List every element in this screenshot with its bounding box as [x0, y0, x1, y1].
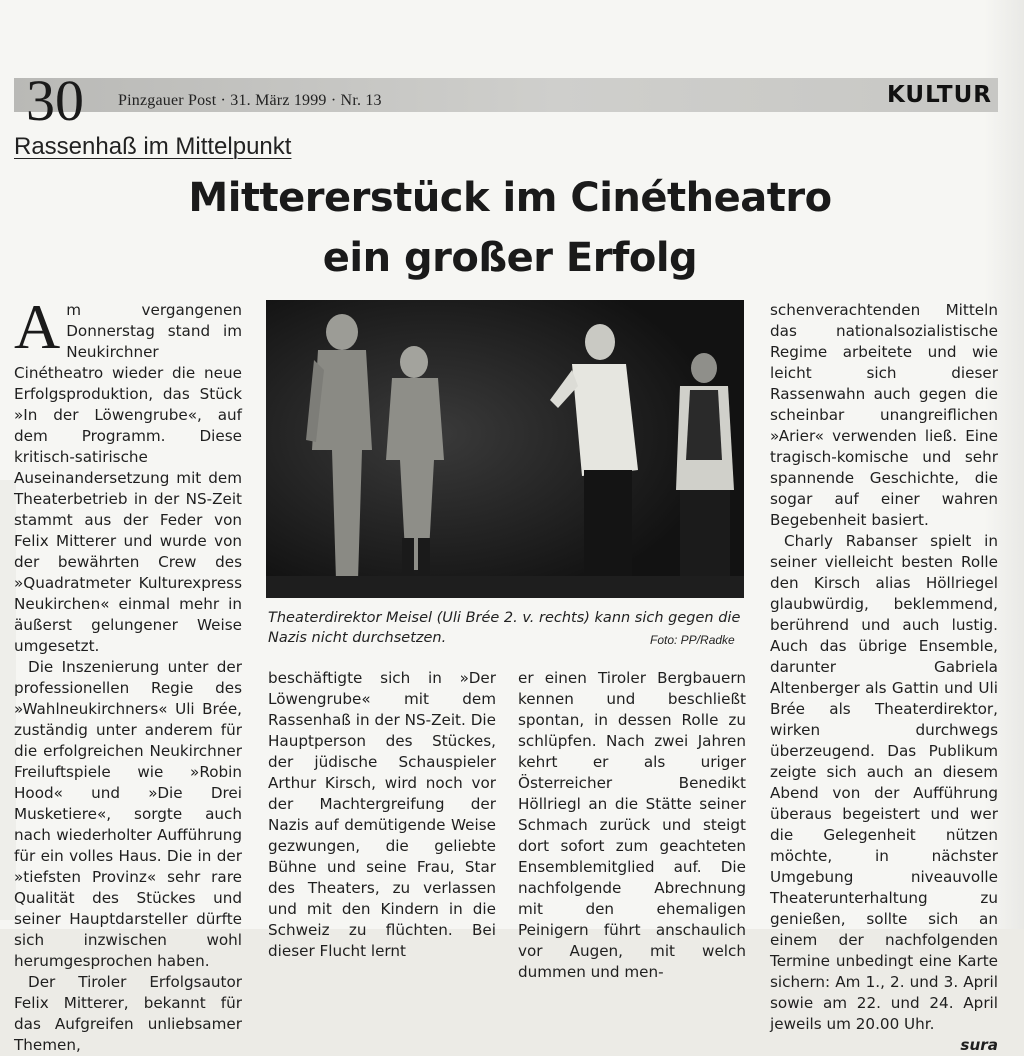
author-signature: sura: [960, 1036, 998, 1054]
stage-scene-image: [266, 300, 744, 598]
page-number: 30: [26, 68, 84, 133]
headline-line-1: Mittererstück im Cinétheatro: [188, 175, 832, 221]
masthead: Pinzgauer Post · 31. März 1999 · Nr. 13: [118, 92, 382, 109]
article-headline: [100, 168, 920, 288]
photo-credit: Foto: PP/Radke: [650, 633, 735, 647]
section-label: KULTUR: [886, 82, 992, 108]
article-column-2: [268, 668, 496, 962]
drop-cap: A: [14, 291, 61, 362]
paragraph: Die Inszenierung unter der professionellen Regie des »Wahlneukirchners« Uli Brée, zuständig unter anderem für die erfolgreichen Neukirchner Freiluftspiele wie »Robin Hood« und »Die Drei Musketiere«, sorgte auch nach wiederholter Aufführung für ein volles Haus. Die in der »tiefsten Provinz« sehr rare Qualität des Stückes und seiner Hauptdarsteller dürfte sich inzwischen wohl herumgesprochen haben.: [14, 658, 242, 970]
paragraph: Charly Rabanser spielt in seiner vielleicht besten Rolle den Kirsch alias Höllriegel glaubwürdig, beklemmend, berührend und auch lustig. Auch das übrige Ensemble, darunter Gabriela Altenberger als Gattin und Uli Brée als Theaterdirektor, wirken durchwegs überzeugend. Das Publikum zeigte sich auch an diesem Abend von der Aufführung überaus begeistert und wer die Gelegenheit nützen möchte, in nächster Umgebung niveauvolle Theaterunterhaltung zu genießen, sollte sich an einem der nachfolgenden Termine unbedingt eine Karte sichern: Am 1., 2. und 3. April sowie am 22. und 24. April jeweils um 20.00 Uhr.: [770, 532, 998, 1033]
article-kicker: Rassenhaß im Mittelpunkt: [14, 133, 292, 160]
article-photo: [266, 300, 744, 598]
article-column-4: [770, 300, 998, 1056]
paragraph: m vergangenen Donnerstag stand im Neukirchner Cinétheatro wieder die neue Erfolgsproduktion, das Stück »In der Löwengrube«, auf dem Programm. Diese kritisch-satirische Auseinandersetzung mit dem Theaterbetrieb in der NS-Zeit stammt aus der Feder von Felix Mitterer und wurde von der bewährten Crew des »Quadratmeter Kulturexpress Neukirchen« einmal mehr in äußerst gelungener Weise umgesetzt.: [14, 301, 242, 655]
paragraph: Der Tiroler Erfolgsautor Felix Mitterer, bekannt für das Aufgreifen unliebsamer Themen,: [14, 973, 242, 1054]
paragraph: schenverachtenden Mitteln das nationalsozialistische Regime arbeitete und wie leicht sich dieser Rassenwahn auch gegen die scheinbar unangreiflichen »Arier« verwenden ließ. Eine tragisch-komische und sehr spannende Geschichte, die sogar auf einer wahren Begebenheit basiert.: [770, 301, 998, 529]
paragraph: er einen Tiroler Bergbauern kennen und beschließt spontan, in dessen Rolle zu schlüpfen. Nach zwei Jahren kehrt er als uriger Österreicher Benedikt Höllriegl an die Stätte seiner Schmach zurück und steigt dort sofort zum geachteten Ensemblemitglied auf. Die nachfolgende Abrechnung mit den ehemaligen Peinigern führt anschaulich vor Augen, mit welch dummen und men-: [518, 669, 746, 981]
headline-line-2: ein großer Erfolg: [322, 235, 698, 281]
photo-caption: Theaterdirektor Meisel (Uli Brée 2. v. rechts) kann sich gegen die Nazis nicht durchsetzen.: [268, 610, 741, 646]
paragraph: beschäftigte sich in »Der Löwengrube« mit dem Rassenhaß in der NS-Zeit. Die Hauptperson des Stückes, der jüdische Schauspieler Arthur Kirsch, wird noch vor der Machtergreifung der Nazis auf demütigende Weise gezwungen, die geliebte Bühne und seine Frau, Star des Theaters, zu verlassen und mit den Kindern in die Schweiz zu flüchten. Bei dieser Flucht lernt: [268, 669, 496, 960]
article-column-3: [518, 668, 746, 983]
article-column-1: [14, 291, 242, 1056]
